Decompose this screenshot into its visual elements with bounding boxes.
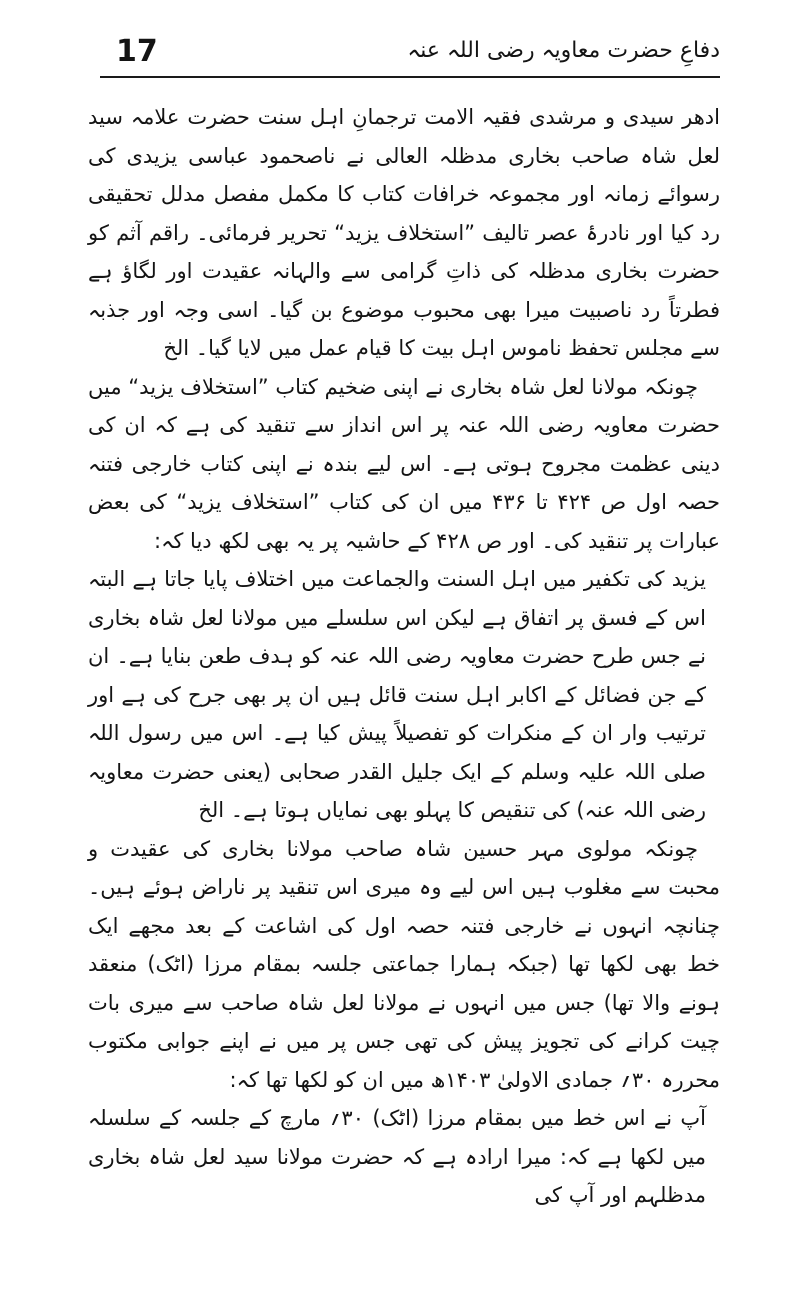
page-header xyxy=(100,34,720,76)
block-quote: یزید کی تکفیر میں اہل السنت والجماعت میں اختلاف پایا جاتا ہے البتہ اس کے فسق پر اتفاق ہے لیکن اس سلسلے میں مولانا لعل شاہ بخاری نے جس طرح حضرت معاویہ رضی اللہ عنہ کو ہدف طعن بنایا ہے۔ ان کے جن فضائل کے اکابر اہل سنت قائل ہیں ان پر بھی جرح کی ہے اور ترتیب وار ان کے منکرات کو تفصیلاً پیش کیا ہے۔ اس میں رسول اللہ صلی اللہ علیہ وسلم کے ایک جلیل القدر صحابی (یعنی حضرت معاویہ رضی اللہ عنہ) کی تنقیص کا پہلو بھی نمایاں ہوتا ہے۔ الخ xyxy=(88,567,706,822)
running-title: دفاعِ حضرت معاویہ رضی اللہ عنہ xyxy=(407,38,720,63)
page-number: 17 xyxy=(116,34,158,69)
paragraph-intro: ادھر سیدی و مرشدی فقیہ الامت ترجمانِ اہل سنت حضرت علامہ سید لعل شاہ صاحب بخاری مدظلہ العالی نے ناصحمود عباسی یزیدی کی رسوائے زمانہ اور مجموعہ خرافات کتاب کا مکمل مفصل مدلل تحقیقی رد کیا اور نادرۂ عصر تالیف ”استخلاف یزید“ تحریر فرمائی۔ راقم آثم کو حضرت بخاری مدظلہ کی ذاتِ گرامی سے والہانہ عقیدت اور لگاؤ ہے فطرتاً رد ناصبیت میرا بھی محبوب موضوع بن گیا۔ اسی وجہ اور جذبہ سے مجلس تحفظ ناموس اہل بیت کا قیام عمل میں لایا گیا۔ الخ xyxy=(88,105,720,360)
page-body xyxy=(88,98,720,1215)
header-divider xyxy=(100,76,720,78)
paragraph-letter-quote: آپ نے اس خط میں بمقام مرزا (اٹک) ۳۰؍ مارچ کے جلسہ کے سلسلہ میں لکھا ہے کہ: میرا ارادہ ہے کہ حضرت مولانا سید لعل شاہ بخاری مدظلہم اور آپ کی xyxy=(88,1106,707,1207)
paragraph-criticism: چونکہ مولانا لعل شاہ بخاری نے اپنی ضخیم کتاب ”استخلاف یزید“ میں حضرت معاویہ رضی اللہ عنہ پر اس انداز سے تنقید کی ہے کہ ان کی دینی عظمت مجروح ہوتی ہے۔ اس لیے بندہ نے اپنی کتاب خارجی فتنہ حصہ اول ص ۴۲۴ تا ۴۳۶ میں ان کی کتاب ”استخلاف یزید“ کی بعض عبارات پر تنقید کی۔ اور ص ۴۲۸ کے حاشیہ پر یہ بھی لکھ دیا کہ: xyxy=(88,374,720,553)
paragraph-letter: چونکہ مولوی مہر حسین شاہ صاحب مولانا بخاری کی عقیدت و محبت سے مغلوب ہیں اس لیے وہ میری اس تنقید پر ناراض ہوئے ہیں۔ چنانچہ انہوں نے خارجی فتنہ حصہ اول کی اشاعت کے بعد مجھے ایک خط بھی لکھا تھا (جبکہ ہمارا جماعتی جلسہ بمقام مرزا (اٹک) منعقد ہونے والا تھا) جس میں انہوں نے مولانا لعل شاہ صاحب سے میری بات چیت کرانے کی تجویز پیش کی تھی جس پر میں نے اپنے جوابی مکتوب محررہ ۳۰؍ جمادی الاولیٰ ۱۴۰۳ھ میں ان کو لکھا تھا کہ: xyxy=(88,836,720,1092)
